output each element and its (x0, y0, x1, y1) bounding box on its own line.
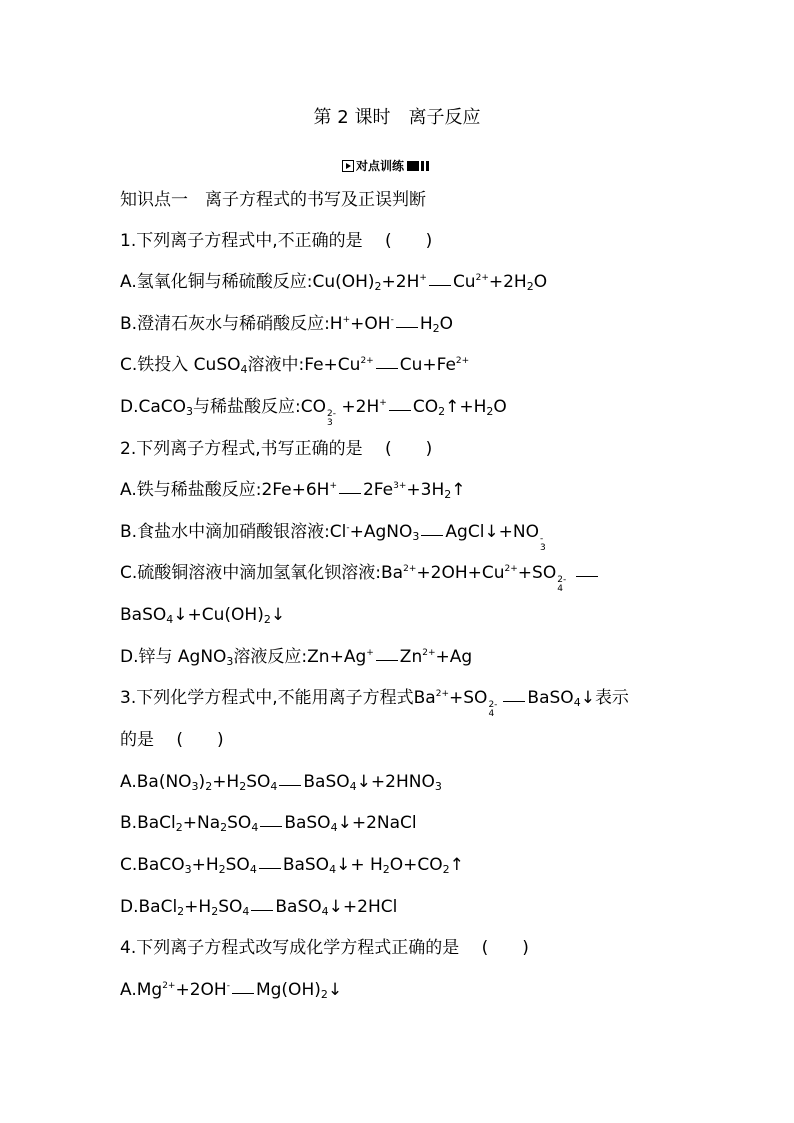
q1-stem: 1.下列离子方程式中,不正确的是 ( ) (120, 231, 433, 251)
q3-option-c[interactable]: $C.BaCO_3+H_2SO_4$ BaSO$_4$↓+ $H_2O+CO_2↑$ (120, 855, 464, 876)
q3-stem-cont: 的是 ( ) (120, 730, 224, 750)
q2-option-d[interactable]: D.锌与 AgNO$_3$溶液反应:Zn+Ag+ $Zn^{2+}+Ag$ (120, 647, 473, 668)
play-icon (342, 160, 354, 172)
q1-option-b[interactable]: B.澄清石灰水与稀硝酸反应:H++OH- $H_2O$ (120, 314, 453, 335)
q4-stem: 4.下列离子方程式改写成化学方程式正确的是 ( ) (120, 938, 529, 958)
practice-badge (342, 158, 429, 174)
q2-stem: 2.下列离子方程式,书写正确的是 ( ) (120, 439, 433, 459)
q3-option-a[interactable]: $A.Ba(NO_3)_2+H_2SO_4$ $BaSO_4↓+2HNO_3$ (120, 772, 442, 793)
q2-option-b[interactable]: B.食盐水中滴加硝酸银溶液:Cl-+AgNO$_3$ AgCl↓+NO - 3 (120, 522, 546, 553)
section-title: 知识点一 离子方程式的书写及正误判断 (120, 190, 426, 210)
q3-option-b[interactable]: $B.BaCl_2+Na_2SO_4$ BaSO$_4$↓+2NaCl (120, 813, 417, 834)
q2-option-a[interactable]: A.铁与稀盐酸反应:2Fe+6H+ $2Fe^{3+}+3H_2↑$ (120, 480, 466, 501)
bar-icon (426, 161, 429, 171)
page-title: 第 2 课时 离子反应 (313, 107, 481, 128)
q1-option-a[interactable]: A.氢氧化铜与稀硫酸反应$:Cu(OH)_2+2H^+$ $Cu^{2+}+2H_2O$ (120, 272, 548, 293)
q1-option-c[interactable]: C.铁投入 CuSO$_4$溶液中$:Fe+Cu^{2+}$ $Cu+Fe^{2+}$ (120, 355, 470, 376)
q2-option-c[interactable]: C.硫酸铜溶液中滴加氢氧化钡溶液$:Ba^{2+}+2OH+Cu^{2+}+SO$ 2- 4 (120, 561, 680, 594)
q3-option-d[interactable]: $D.BaCl_2+H_2SO_4$ BaSO$_4$↓+2HCl (120, 897, 398, 918)
badge-label: 对点训练 (356, 159, 405, 173)
q1-option-d[interactable]: D.CaCO$_3$与稀盐酸反应:CO 2- 3 +2H+ $CO_2↑+H_2O$ (120, 397, 507, 428)
q4-option-a[interactable]: $A.Mg^{2+}+2OH^-$ $Mg(OH)_2↓$ (120, 980, 343, 1001)
bar-icon (421, 161, 424, 171)
q3-stem: 3.下列化学方程式中,不能用离子方程式$Ba^{2+}+SO$ 2- 4 BaSO$_4$↓表示 (120, 688, 629, 719)
bar-icon (407, 161, 419, 171)
q2-option-c-cont: $BaSO_4↓+Cu(OH)_2↓$ (120, 605, 286, 626)
